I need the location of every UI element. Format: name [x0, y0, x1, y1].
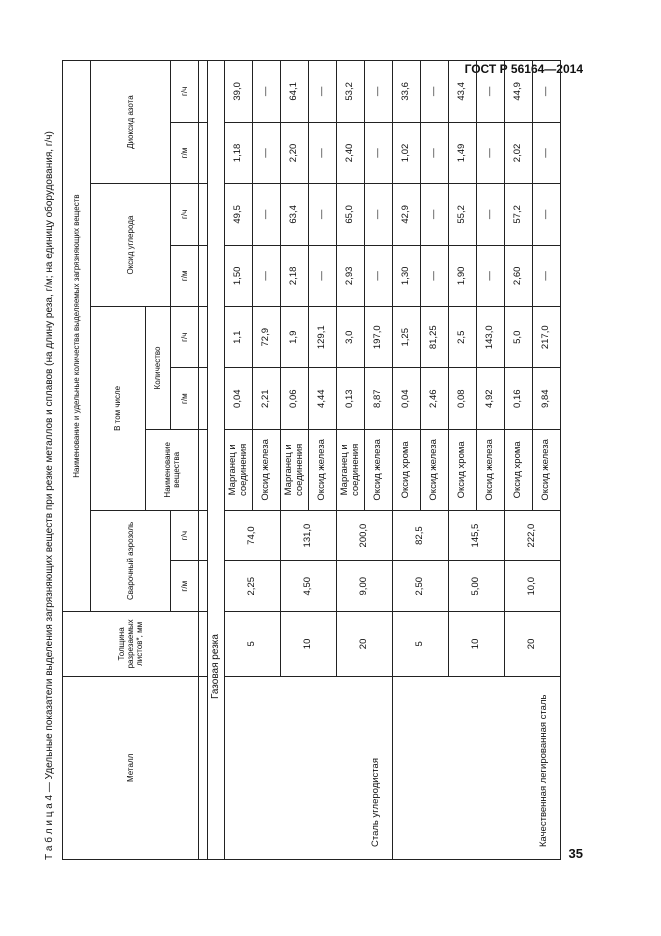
no2-gh-cell: 44,9 — [505, 61, 533, 123]
no2-gm-cell: 2,02 — [505, 122, 533, 183]
co-gh-cell: — — [253, 184, 281, 245]
co-gh-cell: 42,9 — [393, 184, 421, 245]
aerosol-gh-cell: 74,0 — [225, 510, 281, 561]
no2-gh-cell: — — [253, 61, 281, 123]
co-gm-cell: — — [477, 245, 505, 306]
no2-gh-cell: 33,6 — [393, 61, 421, 123]
unit-g-per-m: г/м — [171, 245, 199, 306]
aerosol-gh-cell: 82,5 — [393, 510, 449, 561]
no2-gm-cell: — — [309, 122, 337, 183]
co-gm-cell: 2,18 — [281, 245, 309, 306]
aerosol-gm-cell: 5,00 — [449, 561, 505, 612]
unit-g-per-h: г/ч — [171, 307, 199, 368]
co-gm-cell: 2,60 — [505, 245, 533, 306]
aerosol-gm-cell: 2,50 — [393, 561, 449, 612]
page-number: 35 — [568, 846, 583, 861]
co-gm-cell: — — [365, 245, 393, 306]
substance-cell: Оксид хрома — [449, 429, 477, 510]
substance-cell: Оксид хрома — [393, 429, 421, 510]
aerosol-gm-cell: 2,25 — [225, 561, 281, 612]
section-row — [208, 61, 225, 860]
co-gm-cell: 2,93 — [337, 245, 365, 306]
co-gh-cell: 49,5 — [225, 184, 253, 245]
no2-gh-cell: 43,4 — [449, 61, 477, 123]
aerosol-gh-cell: 200,0 — [337, 510, 393, 561]
co-gh-cell: — — [533, 184, 561, 245]
quantity-gh-cell: 217,0 — [533, 307, 561, 368]
substance-cell: Марганец и соединения — [281, 429, 309, 510]
header-carbon-monoxide: Оксид углерода — [91, 184, 171, 307]
substance-cell: Оксид железа — [253, 429, 281, 510]
quantity-gm-cell: 0,08 — [449, 368, 477, 429]
header-separator — [199, 61, 208, 860]
unit-g-per-h: г/ч — [171, 61, 199, 123]
metal-cell: Качественная легированная сталь — [393, 676, 561, 859]
no2-gm-cell: — — [477, 122, 505, 183]
header-aerosol: Сварочный аэрозоль — [91, 510, 171, 611]
aerosol-gh-cell: 222,0 — [505, 510, 561, 561]
no2-gh-cell: — — [309, 61, 337, 123]
unit-g-per-m: г/м — [171, 368, 199, 429]
quantity-gm-cell: 0,16 — [505, 368, 533, 429]
no2-gm-cell: 1,18 — [225, 122, 253, 183]
substance-cell: Оксид железа — [421, 429, 449, 510]
co-gm-cell: — — [253, 245, 281, 306]
aerosol-gh-cell: 131,0 — [281, 510, 337, 561]
co-gh-cell: 65,0 — [337, 184, 365, 245]
quantity-gh-cell: 3,0 — [337, 307, 365, 368]
metal-cell: Сталь углеродистая — [225, 676, 393, 859]
substance-cell: Оксид железа — [533, 429, 561, 510]
no2-gm-cell: — — [421, 122, 449, 183]
aerosol-gh-cell: 145,5 — [449, 510, 505, 561]
quantity-gh-cell: 197,0 — [365, 307, 393, 368]
co-gh-cell: — — [309, 184, 337, 245]
quantity-gh-cell: 5,0 — [505, 307, 533, 368]
quantity-gh-cell: 129,1 — [309, 307, 337, 368]
quantity-gh-cell: 2,5 — [449, 307, 477, 368]
substance-cell: Оксид хрома — [505, 429, 533, 510]
co-gm-cell: — — [421, 245, 449, 306]
substance-cell: Оксид железа — [365, 429, 393, 510]
unit-g-per-h: г/ч — [171, 184, 199, 245]
quantity-gm-cell: 4,44 — [309, 368, 337, 429]
quantity-gm-cell: 9,84 — [533, 368, 561, 429]
rotated-table-region — [40, 60, 552, 860]
table-row — [393, 61, 421, 860]
page-header: ГОСТ Р 56164—2014 — [464, 62, 583, 76]
header-thickness: Толщина разрезаемых листов*, мм — [63, 612, 199, 677]
header-metal: Металл — [63, 676, 199, 859]
substance-cell: Оксид железа — [477, 429, 505, 510]
aerosol-gm-cell: 4,50 — [281, 561, 337, 612]
quantity-gm-cell: 0,13 — [337, 368, 365, 429]
co-gh-cell: 55,2 — [449, 184, 477, 245]
quantity-gh-cell: 81,25 — [421, 307, 449, 368]
header-substances-group: Наименование и удельные количества выделяемых загрязняющих веществ — [63, 61, 91, 612]
co-gh-cell: — — [365, 184, 393, 245]
quantity-gm-cell: 0,04 — [393, 368, 421, 429]
no2-gh-cell: — — [533, 61, 561, 123]
no2-gh-cell: 64,1 — [281, 61, 309, 123]
quantity-gh-cell: 1,25 — [393, 307, 421, 368]
quantity-gh-cell: 1,1 — [225, 307, 253, 368]
no2-gm-cell: 1,49 — [449, 122, 477, 183]
aerosol-gm-cell: 10,0 — [505, 561, 561, 612]
header-including: В том числе — [91, 307, 146, 511]
substance-cell: Оксид железа — [309, 429, 337, 510]
header-nitrogen-dioxide: Диоксид азота — [91, 61, 171, 184]
no2-gh-cell: — — [365, 61, 393, 123]
quantity-gm-cell: 8,87 — [365, 368, 393, 429]
thickness-cell: 10 — [281, 612, 337, 677]
substance-cell: Марганец и соединения — [225, 429, 253, 510]
quantity-gh-cell: 72,9 — [253, 307, 281, 368]
quantity-gh-cell: 143,0 — [477, 307, 505, 368]
quantity-gm-cell: 2,21 — [253, 368, 281, 429]
no2-gm-cell: — — [365, 122, 393, 183]
table-row — [225, 61, 253, 860]
no2-gh-cell: 53,2 — [337, 61, 365, 123]
thickness-cell: 20 — [505, 612, 561, 677]
header-substance-name: Наименование вещества — [146, 429, 199, 510]
no2-gh-cell: 39,0 — [225, 61, 253, 123]
quantity-gm-cell: 0,06 — [281, 368, 309, 429]
co-gm-cell: — — [533, 245, 561, 306]
unit-g-per-m: г/м — [171, 561, 199, 612]
co-gm-cell: 1,30 — [393, 245, 421, 306]
co-gh-cell: — — [421, 184, 449, 245]
co-gh-cell: — — [477, 184, 505, 245]
emissions-table — [62, 60, 561, 860]
thickness-cell: 20 — [337, 612, 393, 677]
aerosol-gm-cell: 9,00 — [337, 561, 393, 612]
thickness-cell: 5 — [225, 612, 281, 677]
substance-cell: Марганец и соединения — [337, 429, 365, 510]
co-gm-cell: — — [309, 245, 337, 306]
no2-gm-cell: — — [533, 122, 561, 183]
no2-gh-cell: — — [421, 61, 449, 123]
thickness-cell: 10 — [449, 612, 505, 677]
co-gm-cell: 1,50 — [225, 245, 253, 306]
no2-gm-cell: 2,40 — [337, 122, 365, 183]
co-gm-cell: 1,90 — [449, 245, 477, 306]
no2-gm-cell: — — [253, 122, 281, 183]
quantity-gh-cell: 1,9 — [281, 307, 309, 368]
quantity-gm-cell: 4,92 — [477, 368, 505, 429]
no2-gh-cell: — — [477, 61, 505, 123]
no2-gm-cell: 2,20 — [281, 122, 309, 183]
unit-g-per-m: г/м — [171, 122, 199, 183]
unit-g-per-h: г/ч — [171, 510, 199, 561]
table-caption: Т а б л и ц а 4 — Удельные показатели выделения загрязняющих веществ при резке металлов и сплавов (на длину реза, г/м; на единицу оборудования, г/ч) — [44, 131, 55, 860]
quantity-gm-cell: 2,46 — [421, 368, 449, 429]
header-quantity: Количество — [146, 307, 171, 430]
section-title: Газовая резка — [208, 61, 225, 860]
co-gh-cell: 57,2 — [505, 184, 533, 245]
co-gh-cell: 63,4 — [281, 184, 309, 245]
no2-gm-cell: 1,02 — [393, 122, 421, 183]
quantity-gm-cell: 0,04 — [225, 368, 253, 429]
thickness-cell: 5 — [393, 612, 449, 677]
